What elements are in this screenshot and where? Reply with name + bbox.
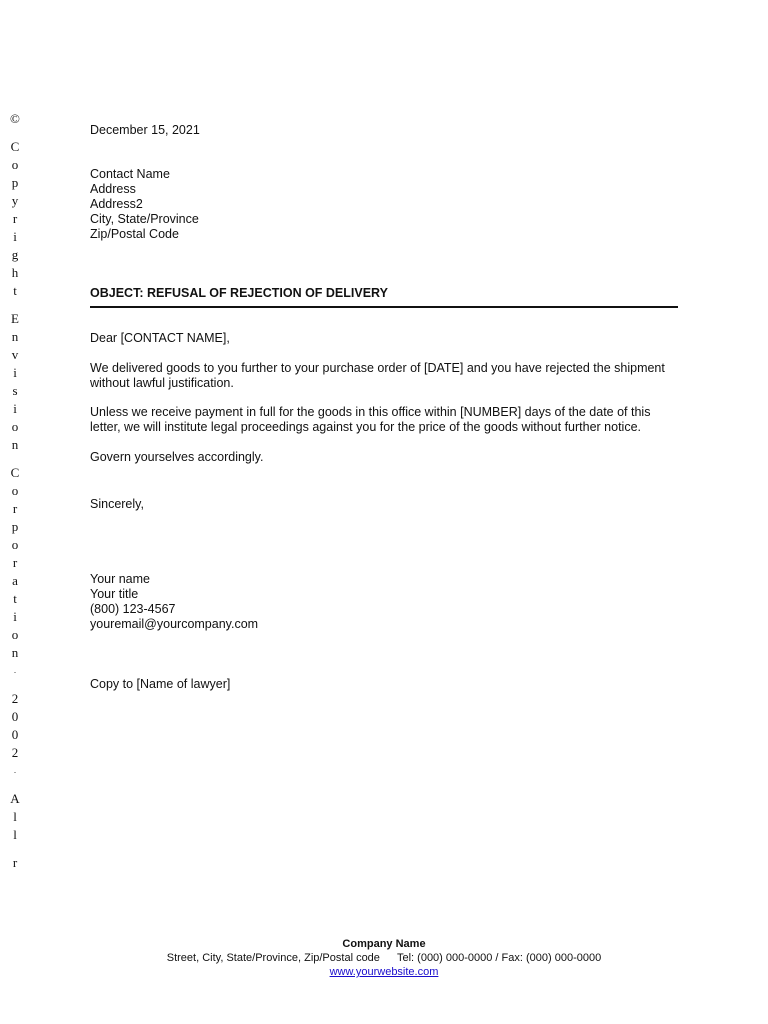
strip-char: a (12, 573, 18, 588)
strip-char: t (13, 283, 17, 298)
strip-char: C (10, 139, 20, 154)
strip-char: l (13, 809, 17, 824)
strip-char: y (11, 193, 19, 208)
strip-char: r (12, 501, 18, 516)
strip-char: 2 (11, 691, 19, 706)
strip-char: . (14, 766, 16, 775)
recipient-address-line-2: Address2 (90, 197, 143, 211)
footer-website-link[interactable]: www.yourwebsite.com (329, 966, 439, 978)
strip-char: v (11, 347, 19, 362)
strip-char: h (11, 265, 19, 280)
signer-email: youremail@yourcompany.com (90, 617, 259, 631)
strip-char: E (11, 311, 19, 326)
strip-char: o (11, 419, 19, 434)
letter-date: December 15, 2021 (90, 123, 200, 137)
recipient-address-line-1: Address (90, 182, 136, 196)
signer-phone: (800) 123-4567 (90, 602, 176, 616)
recipient-zip: Zip/Postal Code (90, 227, 179, 241)
strip-char: o (11, 627, 19, 642)
strip-char: t (13, 591, 17, 606)
footer-address: Street, City, State/Province, Zip/Postal code (166, 952, 380, 964)
strip-char: o (11, 537, 19, 552)
strip-char: o (11, 157, 19, 172)
strip-char: g (11, 247, 19, 262)
strip-char: i (13, 365, 17, 380)
strip-char (8, 454, 22, 464)
footer-tel-fax: Tel: (000) 000-0000 / Fax: (000) 000-0000 (396, 952, 602, 964)
strip-char: i (13, 609, 17, 624)
strip-char (8, 844, 22, 854)
strip-char: p (11, 175, 19, 190)
body-paragraph-2: Unless we receive payment in full for the goods in this office within [NUMBER] days of the date of this letter, we will institute legal proceedings against you for the price of the goods without further notice. (90, 405, 651, 434)
strip-char: A (10, 791, 20, 806)
strip-char: r (12, 555, 18, 570)
strip-char: n (11, 437, 19, 452)
recipient-city-state: City, State/Province (90, 212, 199, 226)
footer-company-name: Company Name (342, 938, 426, 950)
strip-char: r (12, 211, 18, 226)
strip-char: i (13, 229, 17, 244)
recipient-address-block (90, 167, 199, 242)
salutation: Dear [CONTACT NAME], (90, 331, 230, 345)
strip-char: i (13, 401, 17, 416)
strip-char: p (11, 519, 19, 534)
recipient-contact-name: Contact Name (90, 167, 170, 181)
strip-char (8, 300, 22, 310)
body-paragraph-1: We delivered goods to you further to your purchase order of [DATE] and you have rejected the shipment without lawful justification. (90, 361, 665, 390)
strip-char: 0 (11, 709, 19, 724)
strip-char: s (12, 383, 18, 398)
strip-char: 0 (11, 727, 19, 742)
strip-char: . (14, 666, 16, 675)
closing: Sincerely, (90, 497, 144, 511)
strip-char (8, 680, 22, 690)
copy-to-line: Copy to [Name of lawyer] (90, 677, 231, 691)
copyright-vertical-strip (8, 110, 22, 872)
strip-char: © (10, 111, 20, 126)
strip-char (8, 780, 22, 790)
letter-subject-line: OBJECT: REFUSAL OF REJECTION OF DELIVERY (90, 286, 678, 308)
body-paragraph-3: Govern yourselves accordingly. (90, 450, 264, 464)
signature-block (90, 572, 258, 632)
strip-char: r (12, 855, 18, 870)
strip-char: o (11, 483, 19, 498)
strip-char (8, 128, 22, 138)
signer-name: Your name (90, 572, 150, 586)
signer-title: Your title (90, 587, 139, 601)
strip-char: n (11, 645, 19, 660)
strip-char: 2 (11, 745, 19, 760)
letterhead-footer (0, 937, 768, 979)
strip-char: n (11, 329, 19, 344)
footer-contact-line (0, 951, 768, 965)
strip-char: C (10, 465, 20, 480)
strip-char: l (13, 827, 17, 842)
